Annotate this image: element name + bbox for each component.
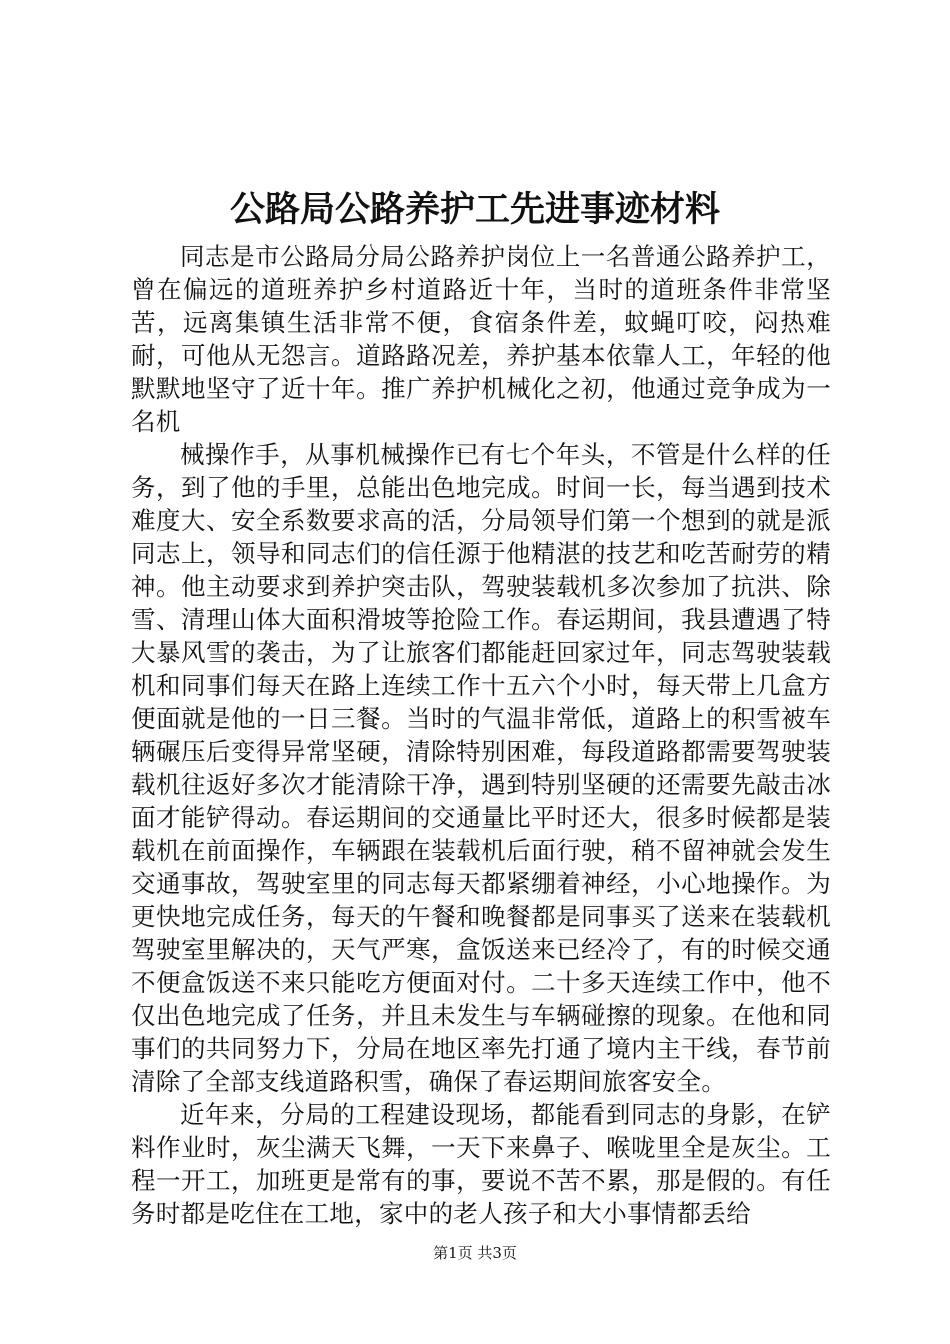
paragraph-2: 械操作手，从事机械操作已有七个年头，不管是什么样的任务，到了他的手里，总能出色地完成。时间一长，每当遇到技术难度大、安全系数要求高的活，分局领导们第一个想到的就是派同志上，领导和同志们的信任源于他精湛的技艺和吃苦耐劳的精神。他主动要求到养护突击队，驾驶装载机多次参加了抗洪、除雪、清理山体大面积滑坡等抢险工作。春运期间，我县遭遇了特大暴风雪的袭击，为了让旅客们都能赶回家过年，同志驾驶装载机和同事们每天在路上连续工作十五六个小时，每天带上几盒方便面就是他的一日三餐。当时的气温非常低，道路上的积雪被车辆碾压后变得异常坚硬，清除特别困难，每段道路都需要驾驶装载机往返好多次才能清除干净，遇到特别坚硬的还需要先敲击冰面才能铲得动。春运期间的交通量比平时还大，很多时候都是装载机在前面操作，车辆跟在装载机后面行驶，稍不留神就会发生交通事故，驾驶室里的同志每天都紧绷着神经，小心地操作。为更快地完成任务，每天的午餐和晚餐都是同事买了送来在装载机驾驶室里解决的，天气严寒，盒饭送来已经冷了，有的时候交通不便盒饭送不来只能吃方便面对付。二十多天连续工作中，他不仅出色地完成了任务，并且未发生与车辆碰擦的现象。在他和同事们的共同努力下，分局在地区率先打通了境内主干线，春节前清除了全部支线道路积雪，确保了春运期间旅客安全。 [131, 440, 831, 1096]
document-title: 公路局公路养护工先进事迹材料 [229, 189, 720, 230]
page-number-footer: 第1页 共3页 [433, 1244, 517, 1262]
paragraph-3: 近年来，分局的工程建设现场，都能看到同志的身影，在铲料作业时，灰尘满天飞舞，一天下来鼻子、喉咙里全是灰尘。工程一开工，加班更是常有的事，要说不苦不累，那是假的。有任务时都是吃住在工地，家中的老人孩子和大小事情都丢给 [131, 1100, 831, 1228]
paragraph-1: 同志是市公路局分局公路养护岗位上一名普通公路养护工，曾在偏远的道班养护乡村道路近十年，当时的道班条件非常坚苦，远离集镇生活非常不便，食宿条件差，蚊蝇叮咬，闷热难耐，可他从无怨言。道路路况差，养护基本依靠人工，年轻的他默默地坚守了近十年。推广养护机械化之初，他通过竞争成为一名机 [131, 242, 831, 436]
document-body [131, 240, 831, 1230]
